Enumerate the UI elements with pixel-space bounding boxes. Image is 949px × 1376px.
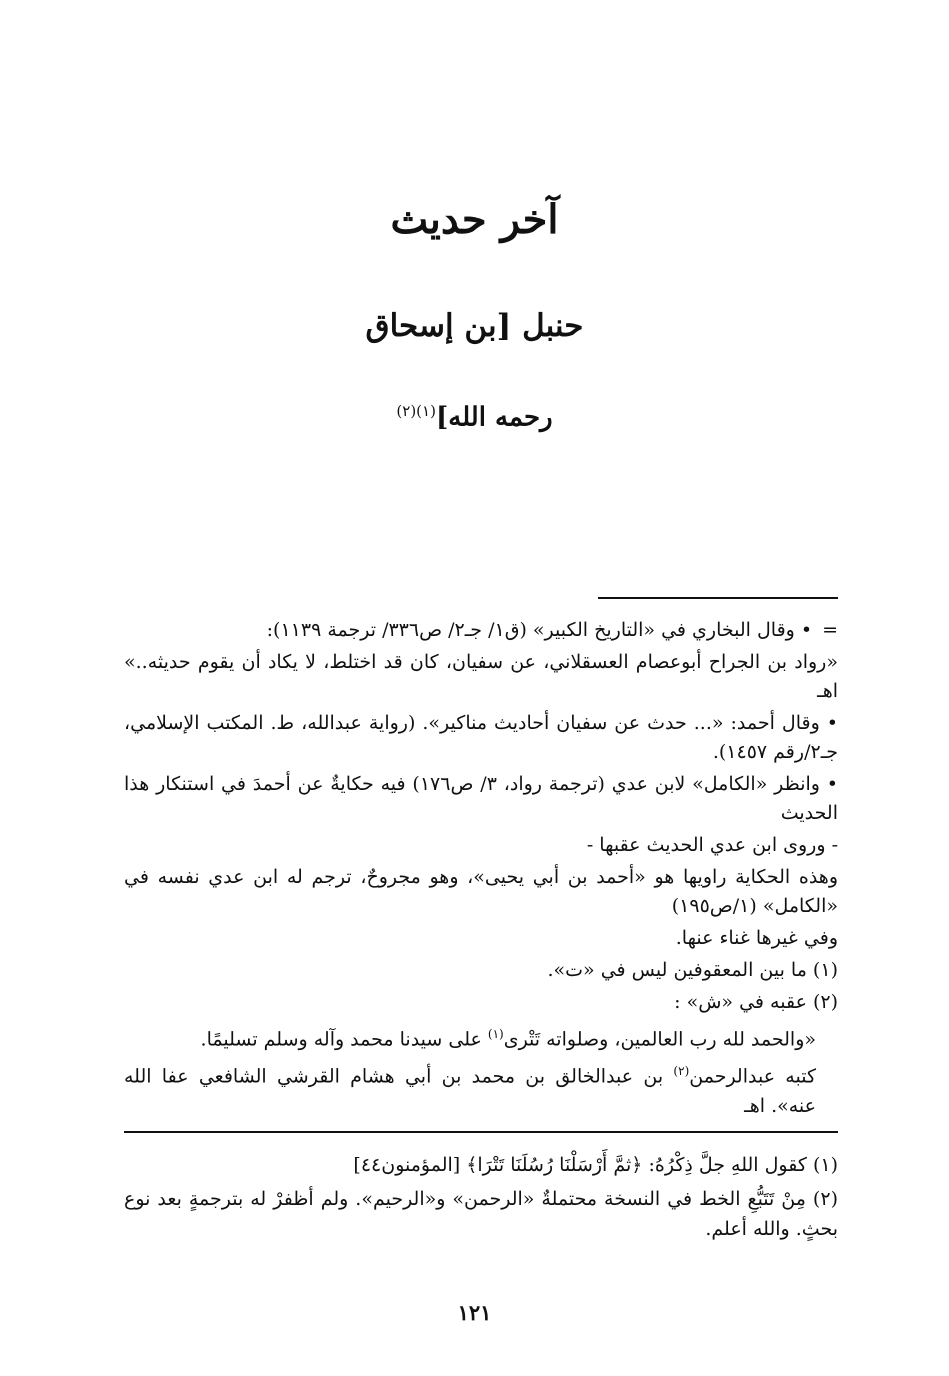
subtitle-2-refs: (١)(٢): [396, 402, 436, 420]
notes-line-2: «رواد بن الجراح أبوعصام العسقلاني، عن سفيان، كان قد اختلط، لا يكاد أن يقوم حديثه..» اهـ: [124, 651, 838, 702]
note-quote-2-sup: (٢): [673, 1064, 690, 1079]
footnote-divider-short: [598, 597, 838, 599]
note-ref-1: (١) ما بين المعقوفين ليس في «ت».: [547, 959, 838, 981]
notes-line-1: [124, 616, 838, 645]
note-quote-1-sup: (١): [487, 1027, 504, 1041]
notes-line-6: وهذه الحكاية راويها هو «أحمد بن أبي يحيى»، وهو مجروحٌ، ترجم له ابن عدي نفسه في «الكامل» (١/ص١٩٥): [124, 866, 838, 917]
note-quote-1: [124, 1020, 838, 1054]
subtitle-2-text: رحمه الله]: [435, 402, 553, 433]
notes-line-1-text: • وقال البخاري في «التاريخ الكبير» (ق١/ جـ٢/ ص٣٣٦/ ترجمة ١١٣٩):: [266, 619, 813, 641]
note-quote-2-b: بن عبدالخالق بن محمد بن أبي هشام القرشي الشافعي عفا الله عنه». اهـ: [124, 1065, 816, 1117]
footnotes-block: [124, 1150, 838, 1248]
note-quote-1-b: على سيدنا محمد وآله وسلم تسليمًا.: [200, 1028, 488, 1051]
note-quote-2-a: كتبه عبدالرحمن: [689, 1065, 817, 1088]
note-quote-1-a: «والحمد لله رب العالمين، وصلواته تَتْرى: [503, 1028, 816, 1051]
notes-line-7: وفي غيرها غناء عنها.: [675, 927, 838, 949]
page-subtitle: حنبل [بن إسحاق: [365, 308, 584, 344]
page-title: آخر حديث: [390, 196, 559, 243]
continuation-marker: =: [822, 619, 838, 641]
page-number: ١٢١: [457, 1300, 492, 1325]
footnote-1: (١) كقول اللهِ جلَّ ذِكْرُهُ: ﴿ثمَّ أَرْسَلْنَا رُسُلَنَا تَتْرَا﴾ [المؤمنون٤٤]: [353, 1154, 838, 1176]
note-ref-2: (٢) عقبه في «ش» :: [674, 991, 838, 1013]
page-subtitle-2: [0, 402, 949, 433]
footnote-2: (٢) مِنْ تَتَبُّعِ الخط في النسخة محتملةٌ «الرحمن» و«الرحيم». ولم أظفرْ له بترجمةٍ بعد نوع بحثٍ. والله أعلم.: [124, 1188, 838, 1240]
notes-block: [124, 616, 838, 1124]
note-quote-2: [124, 1057, 838, 1120]
notes-line-4: • وانظر «الكامل» لابن عدي (ترجمة رواد، ٣/ ص١٧٦) فيه حكايةٌ عن أحمدَ في استنكار هذا الحديث: [124, 773, 839, 824]
notes-line-3: • وقال أحمد: «... حدث عن سفيان أحاديث مناكير». (رواية عبدالله، ط. المكتب الإسلامي، جـ٢/رقم ١٤٥٧).: [124, 712, 838, 763]
notes-line-5: - وروى ابن عدي الحديث عقبها -: [586, 834, 838, 856]
footnote-divider: [124, 1131, 838, 1133]
